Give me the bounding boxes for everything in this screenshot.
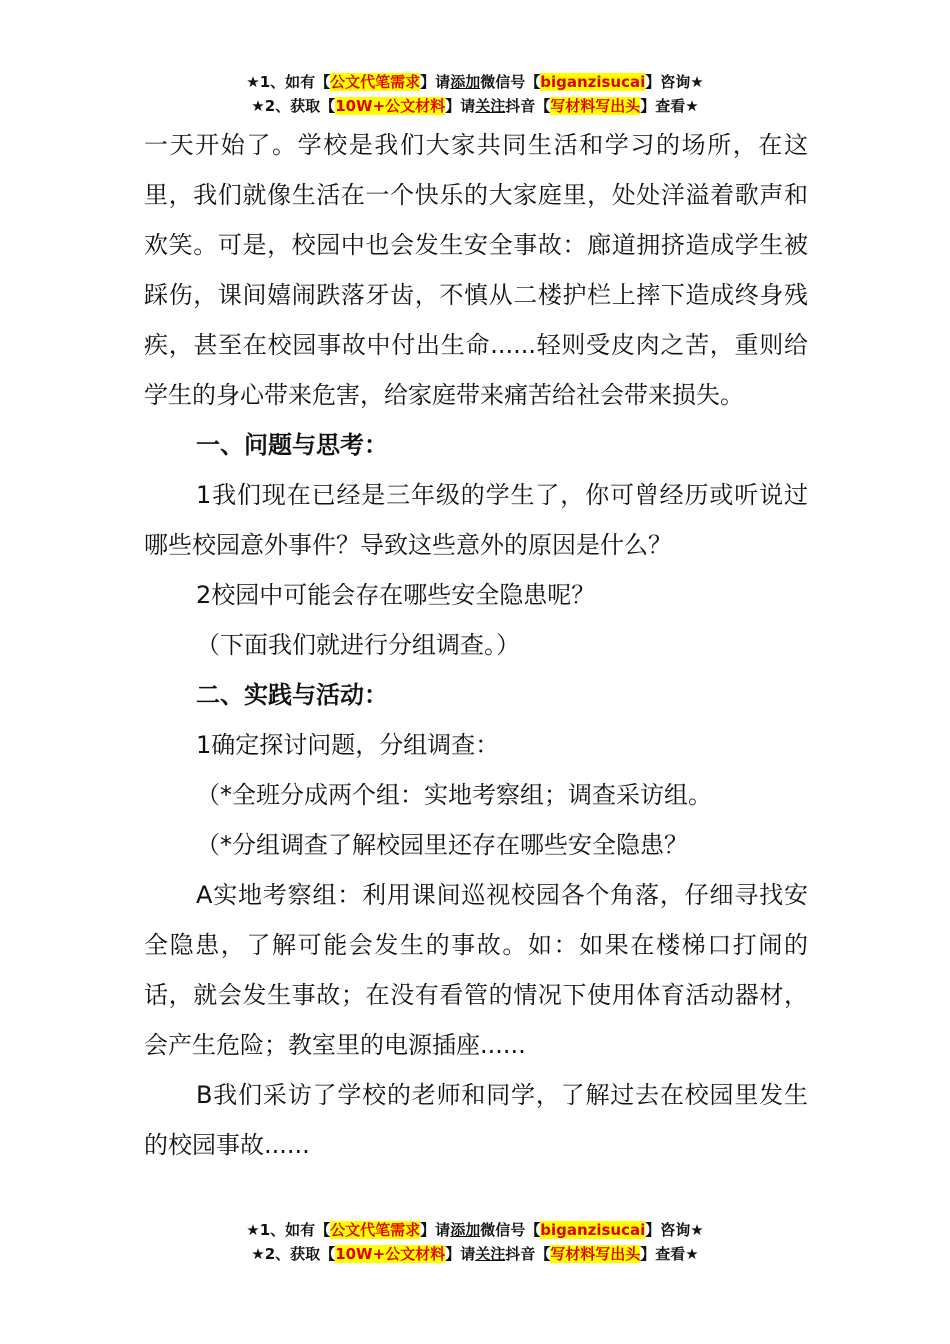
banner-text: 】咨询★ bbox=[645, 73, 704, 91]
banner-highlight: 10W+公文材料 bbox=[335, 1245, 446, 1263]
banner-underline: 添加 bbox=[450, 73, 481, 91]
paragraph: （*分组调查了解校园里还存在哪些安全隐患？ bbox=[196, 831, 688, 859]
paragraph: A实地考察组：利用课间巡视校园各个角落，仔细寻找安全隐患，了解可能会发生的事故。如：如果在楼梯口打闹的话，就会发生事故；在没有看管的情况下使用体育活动器材，会产生危险；教室里的电源插座...... bbox=[144, 881, 808, 1059]
section-heading: 一、问题与思考： bbox=[196, 431, 388, 459]
banner-text: 抖音【 bbox=[505, 97, 551, 115]
header-banner bbox=[0, 70, 950, 118]
banner-line-1 bbox=[0, 70, 950, 94]
banner-text: 】请 bbox=[420, 1221, 451, 1239]
paragraph: 1我们现在已经是三年级的学生了，你可曾经历或听说过哪些校园意外事件？导致这些意外的原因是什么？ bbox=[144, 481, 808, 559]
banner-text: ★2、获取【 bbox=[251, 1245, 336, 1263]
banner-line-2 bbox=[0, 94, 950, 118]
paragraph: （下面我们就进行分组调查。） bbox=[196, 631, 520, 659]
paragraph: 一天开始了。学校是我们大家共同生活和学习的场所，在这里，我们就像生活在一个快乐的大家庭里，处处洋溢着歌声和欢笑。可是，校园中也会发生安全事故：廊道拥挤造成学生被踩伤，课间嬉闹跌落牙齿，不慎从二楼护栏上摔下造成终身残疾，甚至在校园事故中付出生命......轻则受皮肉之苦，重则给学生的身心带来危害，给家庭带来痛苦给社会带来损失。 bbox=[144, 131, 808, 409]
banner-text: ★2、获取【 bbox=[251, 97, 336, 115]
banner-highlight: 公文代笔需求 bbox=[330, 73, 421, 91]
banner-highlight: biganzisucai bbox=[540, 73, 646, 91]
banner-text: 】查看★ bbox=[640, 97, 699, 115]
banner-text: 】查看★ bbox=[640, 1245, 699, 1263]
banner-underline: 添加 bbox=[450, 1221, 481, 1239]
paragraph: B我们采访了学校的老师和同学，了解过去在校园里发生的校园事故...... bbox=[144, 1081, 808, 1159]
banner-line-1 bbox=[0, 1218, 950, 1242]
banner-underline: 关注 bbox=[475, 1245, 506, 1263]
banner-highlight: 公文代笔需求 bbox=[330, 1221, 421, 1239]
banner-text: 抖音【 bbox=[505, 1245, 551, 1263]
banner-highlight: 10W+公文材料 bbox=[335, 97, 446, 115]
paragraph: （*全班分成两个组：实地考察组；调查采访组。 bbox=[196, 781, 712, 809]
document-body bbox=[144, 120, 808, 1170]
banner-text: ★1、如有【 bbox=[246, 73, 331, 91]
banner-text: 】咨询★ bbox=[645, 1221, 704, 1239]
banner-highlight: 写材料写出头 bbox=[550, 97, 641, 115]
footer-banner bbox=[0, 1218, 950, 1266]
banner-line-2 bbox=[0, 1242, 950, 1266]
banner-highlight: biganzisucai bbox=[540, 1221, 646, 1239]
paragraph: 2校园中可能会存在哪些安全隐患呢？ bbox=[196, 581, 596, 609]
banner-text: ★1、如有【 bbox=[246, 1221, 331, 1239]
banner-text: 微信号【 bbox=[480, 73, 541, 91]
banner-text: 】请 bbox=[445, 1245, 476, 1263]
banner-text: 微信号【 bbox=[480, 1221, 541, 1239]
paragraph: 1确定探讨问题，分组调查： bbox=[196, 731, 500, 759]
banner-text: 】请 bbox=[445, 97, 476, 115]
banner-text: 】请 bbox=[420, 73, 451, 91]
section-heading: 二、实践与活动： bbox=[196, 681, 388, 709]
banner-highlight: 写材料写出头 bbox=[550, 1245, 641, 1263]
banner-underline: 关注 bbox=[475, 97, 506, 115]
